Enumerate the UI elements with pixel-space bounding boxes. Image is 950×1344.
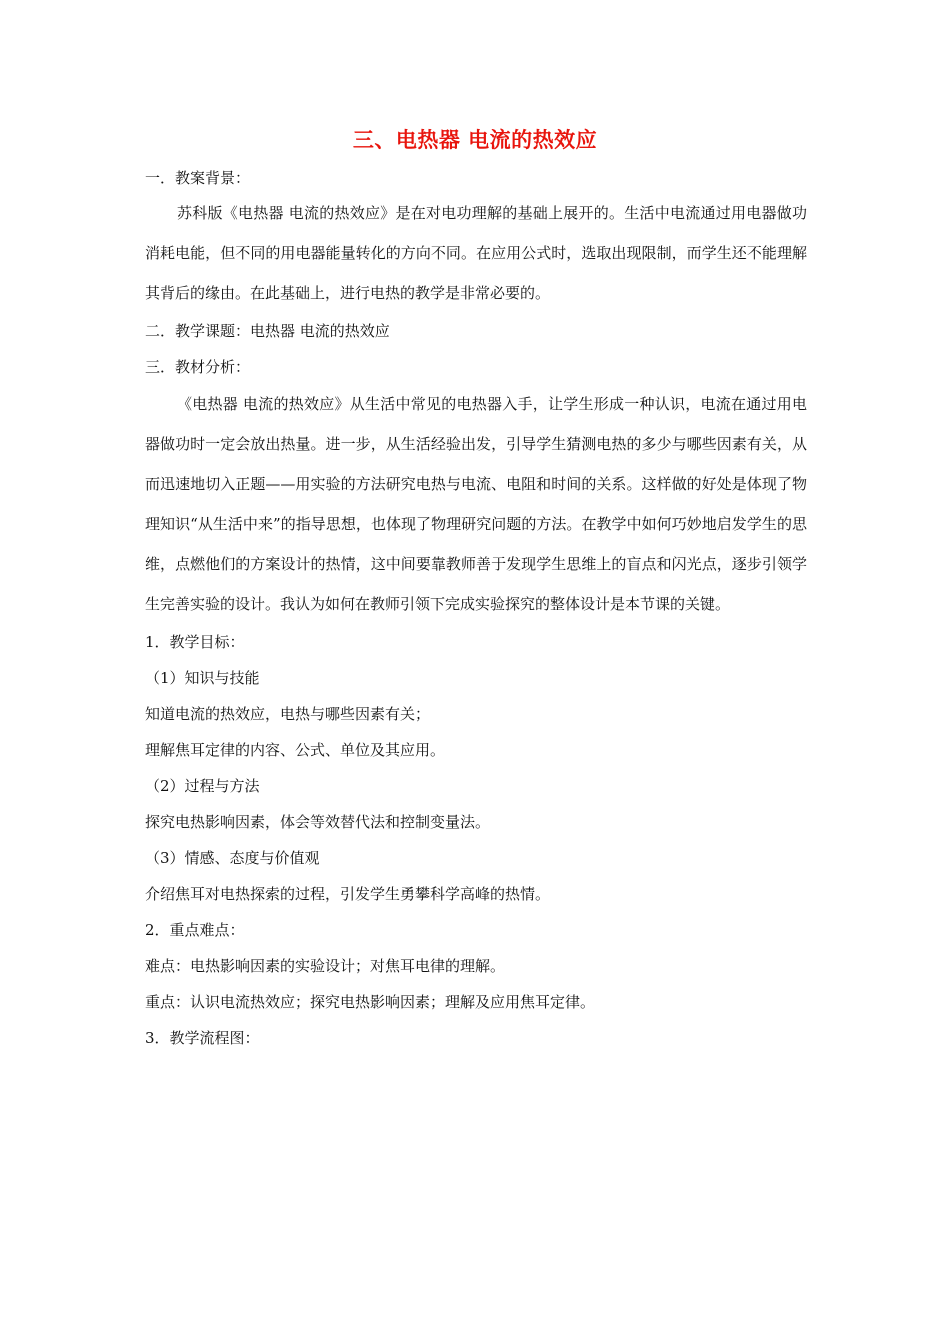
goal-knowledge-heading: （1）知识与技能: [145, 669, 260, 687]
goal-knowledge-line-2: 理解焦耳定律的内容、公式、单位及其应用。: [145, 741, 446, 759]
goals-heading: 1．教学目标：: [145, 633, 245, 651]
document-title: 三、电热器 电流的热效应: [352, 127, 598, 152]
difficulty-line: 难点：电热影响因素的实验设计；对焦耳电律的理解。: [145, 957, 506, 975]
flow-heading: 3．教学流程图：: [145, 1029, 260, 1047]
document-body: [145, 160, 807, 1056]
goal-attitude-line-1: 介绍焦耳对电热探索的过程，引发学生勇攀科学高峰的热情。: [145, 885, 551, 903]
analysis-heading: 三．教材分析：: [145, 358, 251, 376]
keypoint-line: 重点：认识电流热效应；探究电热影响因素；理解及应用焦耳定律。: [145, 993, 596, 1011]
goal-knowledge-line-1: 知道电流的热效应，电热与哪些因素有关；: [145, 705, 431, 723]
goal-process-line-1: 探究电热影响因素，体会等效替代法和控制变量法。: [145, 813, 491, 831]
analysis-paragraph: 《电热器 电流的热效应》从生活中常见的电热器入手，让学生形成一种认识，电流在通过用电器做功时一定会放出热量。进一步，从生活经验出发，引导学生猜测电热的多少与哪些因素有关，从而迅速地切入正题——用实验的方法研究电热与电流、电阻和时间的关系。这样做的好处是体现了物理知识“从生活中来”的指导思想，也体现了物理研究问题的方法。在教学中如何巧妙地启发学生的思维，点燃他们的方案设计的热情，这中间要靠教师善于发现学生思维上的盲点和闪光点，逐步引领学生完善实验的设计。我认为如何在教师引领下完成实验探究的整体设计是本节课的关键。: [145, 395, 807, 613]
background-paragraph: 苏科版《电热器 电流的热效应》是在对电功理解的基础上展开的。生活中电流通过用电器做功消耗电能，但不同的用电器能量转化的方向不同。在应用公式时，选取出现限制，而学生还不能理解其背后的缘由。在此基础上，进行电热的教学是非常必要的。: [145, 204, 807, 302]
goal-process-heading: （2）过程与方法: [145, 777, 260, 795]
background-heading: 一．教案背景：: [145, 169, 251, 187]
keypoints-heading: 2．重点难点：: [145, 921, 245, 939]
topic-line: 二．教学课题：电热器 电流的热效应: [145, 322, 390, 340]
goal-attitude-heading: （3）情感、态度与价值观: [145, 849, 320, 867]
